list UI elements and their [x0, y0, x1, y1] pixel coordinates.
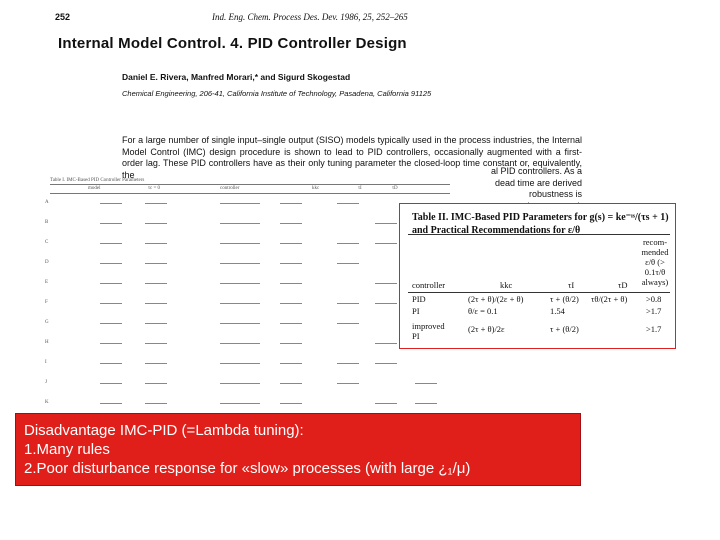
table-one-header: τD [392, 186, 398, 191]
table-one-header: controller [220, 186, 240, 191]
table-one-row [45, 278, 455, 298]
table-one-formula [220, 278, 260, 288]
table-one-row-label: I [45, 360, 47, 365]
table-one-formula [100, 218, 122, 228]
paper-authors: Daniel E. Rivera, Manfred Morari,* and Sigurd Skogestad [122, 72, 351, 82]
callout-line-3: 2.Poor disturbance response for «slow» processes (with large ¿₁/μ) [24, 460, 471, 477]
table-two-cell: τθ/(2τ + θ) [591, 294, 628, 304]
table-one-formula [145, 278, 167, 288]
table-one-formula [145, 198, 167, 208]
table-one-formula [280, 398, 302, 408]
table-one-formula [375, 238, 397, 248]
table-one-formula [145, 298, 167, 308]
table-one-row-label: A [45, 200, 49, 205]
table-one-formula [100, 398, 122, 408]
table-one-formula [415, 378, 437, 388]
table-two [399, 203, 676, 349]
table-one-formula [220, 358, 260, 368]
table-one-row-label: K [45, 400, 49, 405]
table-one-rule [50, 184, 450, 185]
table-two-col-header: τI [568, 280, 575, 290]
table-one-header: τI [358, 186, 362, 191]
table-one-formula [415, 398, 437, 408]
recommended-label: recom- mended ε/θ (> 0.1τ/θ always) [641, 237, 669, 287]
abstract-tail-line: al PID controllers. As a [490, 166, 582, 176]
abstract-tail-line: robustness is [528, 189, 582, 200]
table-two-cell: >1.7 [646, 306, 662, 316]
table-one-formula [220, 298, 260, 308]
table-one-row [45, 358, 455, 378]
table-one-row-label: F [45, 300, 48, 305]
table-one-formula [220, 218, 260, 228]
table-two-cell: PI [412, 306, 420, 316]
abstract-tail-line: dead time are derived [494, 177, 582, 188]
table-one-formula [100, 278, 122, 288]
table-one-caption: Table I. IMC-Based PID Controller Parameters [50, 178, 145, 183]
table-one-formula [280, 338, 302, 348]
table-one-formula [280, 298, 302, 308]
table-one-formula [375, 358, 397, 368]
callout-line-2: 1.Many rules [24, 441, 110, 458]
table-one-row [45, 338, 455, 358]
table-one-formula [280, 358, 302, 368]
table-two-cell: τ + (θ/2) [550, 324, 579, 334]
callout-line-1: Disadvantage IMC-PID (=Lambda tuning): [24, 422, 304, 439]
paper-affiliation: Chemical Engineering, 206-41, California Institute of Technology, Pasadena, California 91125 [122, 89, 432, 98]
table-one-rule [50, 193, 450, 194]
table-one-formula [280, 278, 302, 288]
table-two-cell: >1.7 [646, 324, 662, 334]
page-number: 252 [55, 12, 71, 22]
table-one-formula [337, 318, 359, 328]
table-one-formula [145, 238, 167, 248]
paper-title: Internal Model Control. 4. PID Controller Design [58, 35, 407, 52]
table-one-header: kkc [312, 186, 320, 191]
table-one-row-label: H [45, 340, 49, 345]
table-one-formula [100, 318, 122, 328]
table-one-row-label: D [45, 260, 49, 265]
table-one-formula [375, 298, 397, 308]
table-one-formula [100, 258, 122, 268]
table-one-formula [280, 378, 302, 388]
table-one-formula [100, 338, 122, 348]
journal-citation: Ind. Eng. Chem. Process Des. Dev. 1986, 25, 252–265 [212, 12, 408, 22]
table-one-formula [220, 378, 260, 388]
table-one-row [45, 198, 455, 218]
table-two-recommended-header [636, 237, 674, 287]
table-two-cell: improved PI [412, 321, 445, 341]
table-one-row-label: E [45, 280, 49, 285]
table-one-formula [220, 198, 260, 208]
table-one-formula [145, 258, 167, 268]
table-one-formula [145, 398, 167, 408]
table-one-row-label: C [45, 240, 49, 245]
table-one-formula [375, 398, 397, 408]
table-two-cell: (2τ + θ)/(2ε + θ) [468, 294, 524, 304]
table-two-rule [408, 292, 670, 293]
table-one-formula [337, 198, 359, 208]
table-one-formula [100, 298, 122, 308]
table-one-formula [337, 298, 359, 308]
table-one-row-label: G [45, 320, 49, 325]
table-one-formula [280, 318, 302, 328]
table-one-row [45, 218, 455, 238]
table-one-formula [145, 358, 167, 368]
table-one-row-label: J [45, 380, 47, 385]
table-two-cell: PID [412, 294, 426, 304]
table-one-formula [280, 238, 302, 248]
table-one-formula [375, 218, 397, 228]
table-one-formula [145, 338, 167, 348]
table-one-header: τc = 0 [148, 186, 161, 191]
table-one-formula [337, 378, 359, 388]
table-two-caption: Table II. IMC-Based PID Parameters for g(s) = ke⁻ᶦˢ/(τs + 1) and Practical Recommendations for ε/θ [412, 212, 669, 236]
disadvantage-callout [15, 413, 581, 486]
table-one-formula [220, 338, 260, 348]
table-one-row [45, 378, 455, 398]
table-one-formula [145, 378, 167, 388]
table-two-cell: τ + (θ/2) [550, 294, 579, 304]
table-one-formula [220, 318, 260, 328]
abstract-text: For a large number of single input–single output (SISO) models typically used in the process industries, the Internal Model Control (IMC) design procedure is shown to lead to PID controllers, occasionally augmented with a first-order lag. These PID controllers have as their only tuning parameter the closed-loop time constant or, equivalently, the [122, 135, 582, 180]
table-one-formula [337, 358, 359, 368]
table-one-header: model [88, 186, 101, 191]
table-two-cell: >0.8 [646, 294, 662, 304]
table-one-formula [220, 258, 260, 268]
table-one-row [45, 258, 455, 278]
table-one-row-label: B [45, 220, 49, 225]
table-one-row [45, 298, 455, 318]
table-one-formula [375, 278, 397, 288]
table-two-cell: 1.54 [550, 306, 565, 316]
table-one-row [45, 318, 455, 338]
table-one-row [45, 238, 455, 258]
table-two-rule [408, 234, 670, 235]
table-one-formula [337, 258, 359, 268]
table-two-col-header: controller [412, 280, 446, 290]
table-one-formula [100, 198, 122, 208]
table-one-formula [100, 378, 122, 388]
table-two-col-header: τD [618, 280, 628, 290]
table-one-formula [337, 238, 359, 248]
table-two-col-header: kkc [500, 280, 513, 290]
table-one [40, 178, 460, 416]
table-one-formula [145, 318, 167, 328]
table-two-cell: (2τ + θ)/2ε [468, 324, 505, 334]
table-one-formula [220, 238, 260, 248]
table-one-formula [280, 218, 302, 228]
table-one-formula [375, 338, 397, 348]
table-two-cell: θ/ε = 0.1 [468, 306, 498, 316]
table-one-formula [280, 258, 302, 268]
table-one-formula [100, 358, 122, 368]
table-one-formula [100, 238, 122, 248]
table-one-formula [280, 198, 302, 208]
table-one-formula [145, 218, 167, 228]
table-one-formula [220, 398, 260, 408]
